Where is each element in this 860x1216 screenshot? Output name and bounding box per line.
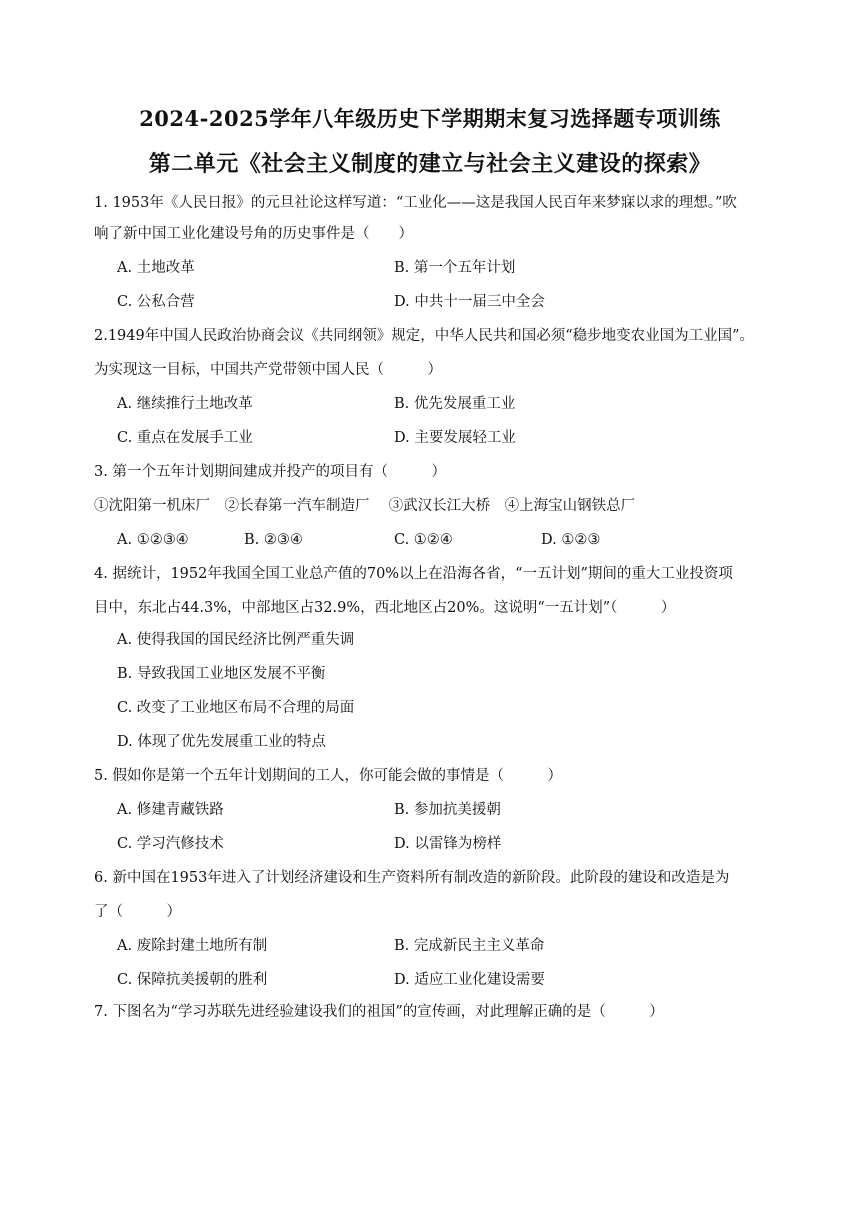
document-title: 2024-2025学年八年级历史下学期期末复习选择题专项训练	[139, 106, 721, 131]
question-1-option-b: B. 第一个五年计划	[394, 260, 516, 276]
question-2-stem-line-2: 为实现这一目标，中国共产党带领中国人民（ ）	[94, 362, 442, 378]
question-3-items: ①沈阳第一机床厂 ②长春第一汽车制造厂 ③武汉长江大桥 ④上海宝山钢铁总厂	[94, 498, 636, 514]
question-2-stem-line-1: 2.1949年中国人民政治协商会议《共同纲领》规定，中华人民共和国必须“稳步地变农业国为工业国”。	[94, 328, 755, 344]
question-6-stem-line-1: 6. 新中国在1953年进入了计划经济建设和生产资料所有制改造的新阶段。此阶段的建设和改造是为	[94, 870, 730, 886]
question-4-option-d: D. 体现了优先发展重工业的特点	[117, 734, 326, 750]
question-5-option-d: D. 以雷锋为榜样	[394, 836, 502, 852]
question-3-option-c: C. ①②④	[394, 532, 453, 548]
question-2-option-d: D. 主要发展轻工业	[394, 430, 516, 446]
document-subtitle: 第二单元《社会主义制度的建立与社会主义建设的探索》	[148, 151, 712, 177]
question-3-option-d: D. ①②③	[541, 532, 601, 548]
question-6-stem-line-2: 了（ ）	[94, 904, 181, 920]
question-6-option-d: D. 适应工业化建设需要	[394, 972, 545, 988]
question-7-stem-line-1: 7. 下图名为“学习苏联先进经验建设我们的祖国”的宣传画，对此理解正确的是（ ）	[94, 1004, 664, 1020]
question-2-option-b: B. 优先发展重工业	[394, 396, 516, 412]
question-4-option-a: A. 使得我国的国民经济比例严重失调	[117, 632, 355, 648]
question-2-option-a: A. 继续推行土地改革	[117, 396, 253, 412]
question-4-stem-line-1: 4. 据统计，1952年我国全国工业总产值的70%以上在沿海各省，“一五计划”期间的重大工业投资项	[94, 566, 733, 582]
question-1-option-a: A. 土地改革	[117, 260, 195, 276]
question-5-stem-line-1: 5. 假如你是第一个五年计划期间的工人，你可能会做的事情是（ ）	[94, 768, 562, 784]
question-3-option-b: B. ②③④	[244, 532, 303, 548]
question-6-option-c: C. 保障抗美援朝的胜利	[117, 972, 268, 988]
question-1-stem-line-1: 1. 1953年《人民日报》的元旦社论这样写道：“工业化——这是我国人民百年来梦寐以求的理想。”吹	[94, 195, 737, 211]
question-1-option-c: C. 公私合营	[117, 294, 195, 310]
question-1-stem-line-2: 响了新中国工业化建设号角的历史事件是（ ）	[94, 226, 413, 242]
question-3-stem-line-1: 3. 第一个五年计划期间建成并投产的项目有（ ）	[94, 464, 446, 480]
question-4-option-c: C. 改变了工业地区布局不合理的局面	[117, 700, 355, 716]
question-2-option-c: C. 重点在发展手工业	[117, 430, 253, 446]
question-5-option-a: A. 修建青藏铁路	[117, 802, 224, 818]
question-4-stem-line-2: 目中，东北占44.3%，中部地区占32.9%，西北地区占20%。这说明“一五计划”（ ）	[94, 600, 676, 616]
question-5-option-c: C. 学习汽修技术	[117, 836, 224, 852]
question-1-option-d: D. 中共十一届三中全会	[394, 294, 545, 310]
question-6-option-b: B. 完成新民主主义革命	[394, 938, 545, 954]
question-5-option-b: B. 参加抗美援朝	[394, 802, 501, 818]
question-3-option-a: A. ①②③④	[117, 532, 189, 548]
question-6-option-a: A. 废除封建土地所有制	[117, 938, 268, 954]
question-4-option-b: B. 导致我国工业地区发展不平衡	[117, 666, 326, 682]
